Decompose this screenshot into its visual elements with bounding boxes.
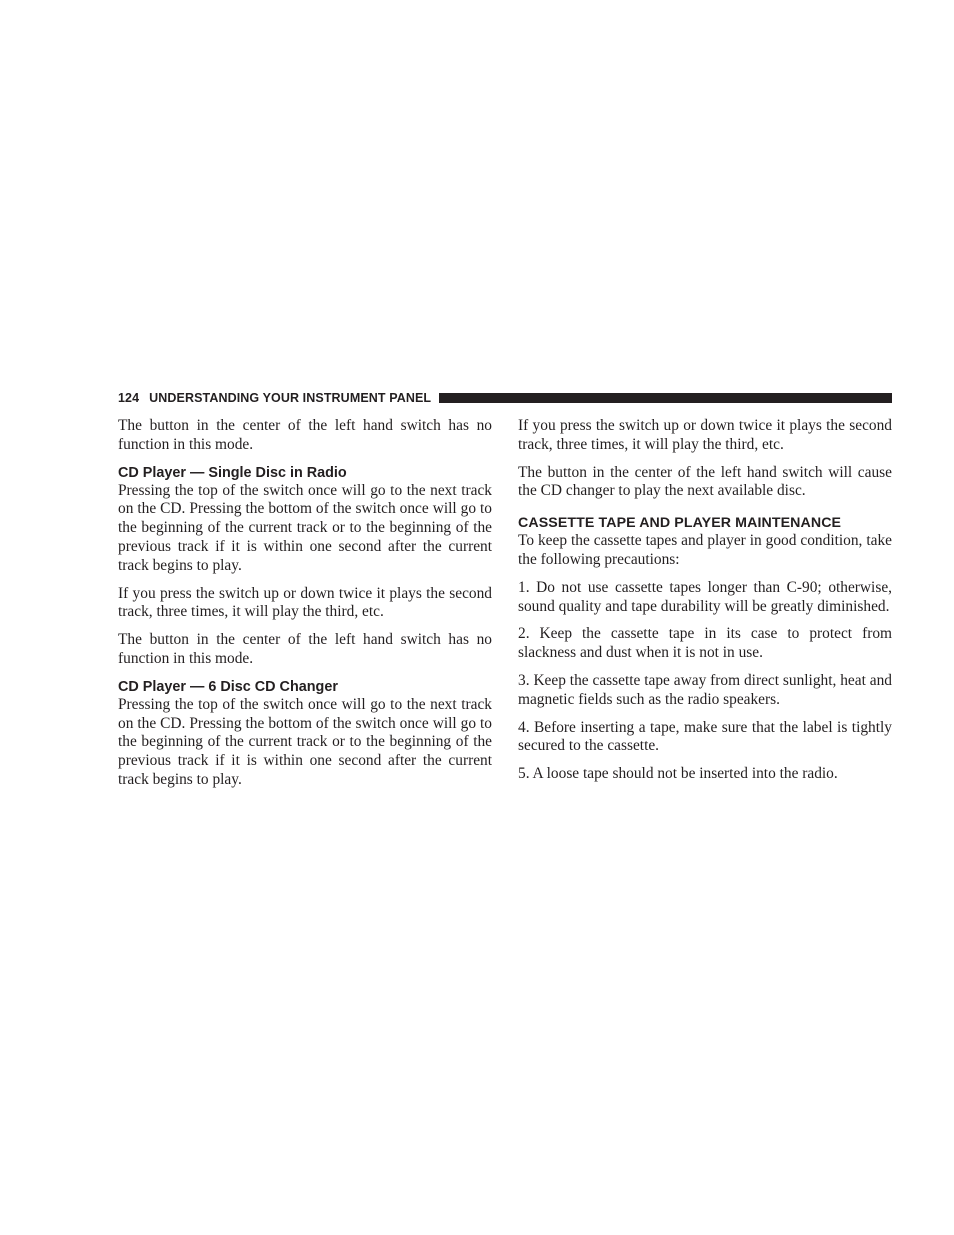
list-item: 4. Before inserting a tape, make sure that the label is tightly secured to the cassette.: [518, 718, 892, 755]
list-item: 3. Keep the cassette tape away from direct sunlight, heat and magnetic fields such as the radio speakers.: [518, 671, 892, 708]
right-column: [518, 417, 892, 793]
list-item: 2. Keep the cassette tape in its case to protect from slackness and dust when it is not in use.: [518, 625, 892, 662]
page-number: 124: [118, 391, 140, 405]
paragraph: The button in the center of the left hand switch has no function in this mode.: [118, 631, 492, 667]
heading-cassette-maintenance: CASSETTE TAPE AND PLAYER MAINTENANCE: [518, 515, 842, 532]
left-column: [118, 417, 492, 799]
section-title: UNDERSTANDING YOUR INSTRUMENT PANEL: [149, 391, 432, 405]
paragraph: The button in the center of the left hand switch has no function in this mode.: [118, 417, 492, 453]
paragraph: If you press the switch up or down twice it plays the second track, three times, it will play the third, etc.: [118, 584, 492, 621]
header-rule: [439, 393, 892, 403]
paragraph: Pressing the top of the switch once will go to the next track on the CD. Pressing the bottom of the switch once will go to the beginning of the current track or to the beginning of the previous track if it is within one second after the current track begins to play.: [118, 481, 492, 574]
paragraph: Pressing the top of the switch once will go to the next track on the CD. Pressing the bottom of the switch once will go to the beginning of the current track or to the beginning of the previous track if it is within one second after the current track begins to play.: [118, 695, 492, 788]
list-item: 1. Do not use cassette tapes longer than C-90; otherwise, sound quality and tape durability will be greatly diminished.: [518, 578, 892, 615]
heading-single-disc: CD Player — Single Disc in Radio: [118, 464, 347, 481]
paragraph: The button in the center of the left hand switch will cause the CD changer to play the next available disc.: [518, 463, 892, 500]
heading-disc-changer: CD Player — 6 Disc CD Changer: [118, 678, 338, 695]
page-header: [118, 390, 892, 406]
paragraph: To keep the cassette tapes and player in good condition, take the following precautions:: [518, 532, 892, 568]
paragraph: If you press the switch up or down twice it plays the second track, three times, it will play the third, etc.: [518, 417, 892, 453]
list-item: 5. A loose tape should not be inserted into the radio.: [518, 765, 838, 783]
